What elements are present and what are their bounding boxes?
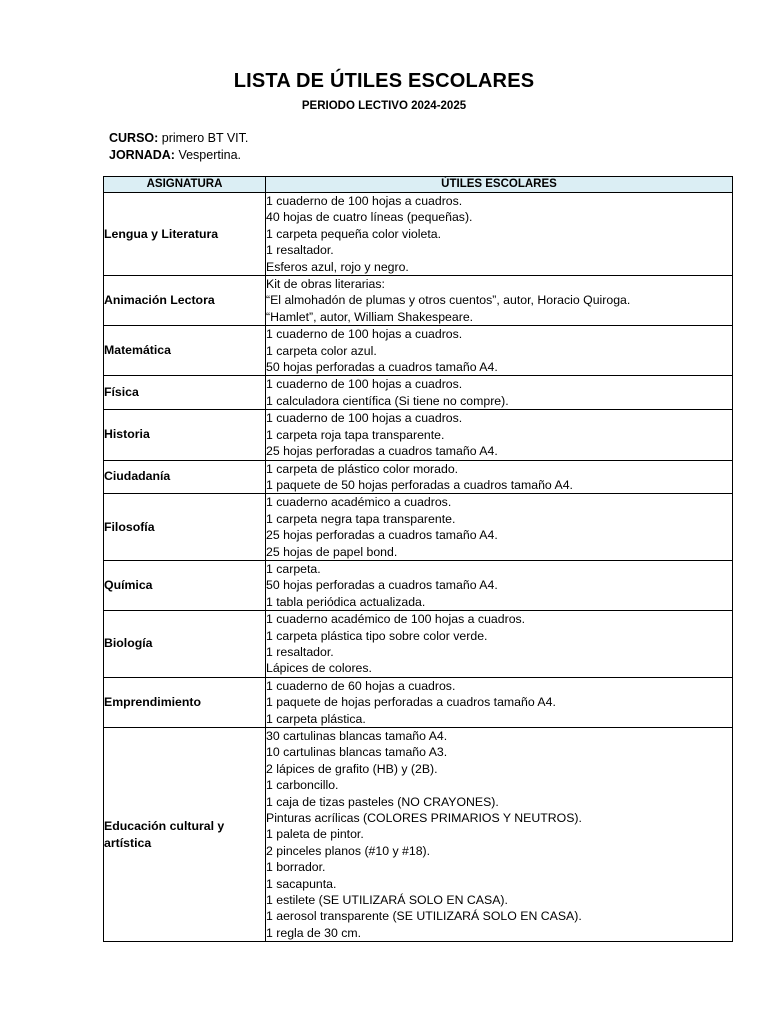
- supply-item: 30 cartulinas blancas tamaño A4.: [266, 729, 448, 743]
- supplies-cell: [266, 376, 733, 410]
- supply-item: 1 paquete de hojas perforadas a cuadros tamaño A4.: [266, 695, 556, 710]
- shift-value: Vespertina.: [174, 148, 241, 162]
- subject-cell: Emprendimiento: [104, 677, 266, 727]
- supplies-cell: [266, 560, 733, 610]
- shift-info: [109, 147, 241, 163]
- supply-item: Lápices de colores.: [266, 661, 372, 676]
- supply-item: 1 calculadora científica (Si tiene no compre).: [266, 393, 509, 408]
- supply-item: 1 cuaderno de 100 hojas a cuadros.: [266, 377, 463, 392]
- supply-item: 1 carpeta plástica.: [266, 711, 366, 726]
- table-row: [104, 193, 733, 276]
- table-row: [104, 276, 733, 326]
- supply-item: 1 regla de 30 cm.: [266, 925, 362, 940]
- supply-item: 1 carpeta plástica tipo sobre color verde.: [266, 628, 488, 643]
- supplies-cell: [266, 611, 733, 678]
- supply-item: Kit de obras literarias:: [266, 277, 385, 292]
- subject-cell: Física: [104, 376, 266, 410]
- supply-item: 25 hojas perforadas a cuadros tamaño A4.: [266, 444, 498, 459]
- course-label: CURSO:: [109, 131, 159, 145]
- supply-item: 50 hojas perforadas a cuadros tamaño A4.: [266, 360, 498, 375]
- supply-item: 1 carpeta color azul.: [266, 343, 377, 358]
- document-subtitle: PERIODO LECTIVO 2024-2025: [301, 100, 467, 112]
- supply-item: 1 carpeta de plástico color morado.: [266, 461, 459, 476]
- subject-cell: Ciudadanía: [104, 460, 266, 494]
- subject-cell: Animación Lectora: [104, 276, 266, 326]
- course-value: primero BT VIT.: [158, 131, 249, 145]
- table-row: [104, 677, 733, 727]
- subject-cell: Lengua y Literatura: [104, 193, 266, 276]
- table-header-row: [104, 177, 733, 193]
- document-title: LISTA DE ÚTILES ESCOLARES: [233, 70, 535, 92]
- supplies-cell: [266, 410, 733, 460]
- subject-cell: Educación cultural y artística: [104, 728, 266, 942]
- supply-item: Esferos azul, rojo y negro.: [266, 259, 409, 274]
- shift-label: JORNADA:: [109, 148, 175, 162]
- subject-cell: Biología: [104, 611, 266, 678]
- supply-item: 1 aerosol transparente (SE UTILIZARÁ SOLO EN CASA).: [266, 909, 582, 924]
- supply-item: 1 caja de tizas pasteles (NO CRAYONES).: [266, 794, 499, 809]
- table-row: [104, 326, 733, 376]
- supply-item: 2 lápices de grafito (HB) y (2B).: [266, 761, 438, 776]
- column-header-supplies: ÚTILES ESCOLARES: [266, 177, 733, 193]
- supplies-cell: [266, 326, 733, 376]
- supply-item: “El almohadón de plumas y otros cuentos”, autor, Horacio Quiroga.: [266, 293, 631, 308]
- table-row: [104, 494, 733, 561]
- supply-item: 1 estilete (SE UTILIZARÁ SOLO EN CASA).: [266, 893, 508, 908]
- supplies-cell: [266, 276, 733, 326]
- supplies-cell: [266, 728, 733, 942]
- supply-item: 1 cuaderno académico a cuadros.: [266, 495, 452, 510]
- subject-cell: Filosofía: [104, 494, 266, 561]
- supply-item: 1 cuaderno de 100 hojas a cuadros.: [266, 411, 463, 426]
- supply-item: 1 resaltador.: [266, 644, 334, 659]
- subject-cell: Química: [104, 560, 266, 610]
- table-row: [104, 728, 733, 942]
- column-header-subject: ASIGNATURA: [104, 177, 266, 193]
- supplies-table: [103, 176, 733, 942]
- supply-item: 50 hojas perforadas a cuadros tamaño A4.: [266, 578, 498, 593]
- supply-item: 1 borrador.: [266, 860, 326, 875]
- table-row: [104, 560, 733, 610]
- supply-item: 1 cuaderno de 100 hojas a cuadros.: [266, 327, 463, 342]
- supply-item: 1 sacapunta.: [266, 876, 337, 891]
- supply-item: 40 hojas de cuatro líneas (pequeñas).: [266, 210, 473, 225]
- subject-cell: Historia: [104, 410, 266, 460]
- table-row: [104, 460, 733, 494]
- supply-item: 1 paquete de 50 hojas perforadas a cuadros tamaño A4.: [266, 477, 573, 492]
- supply-item: 10 cartulinas blancas tamaño A3.: [266, 745, 448, 760]
- supply-item: 1 paleta de pintor.: [266, 827, 364, 842]
- supply-item: 1 carpeta roja tapa transparente.: [266, 427, 445, 442]
- supply-item: 1 cuaderno de 60 hojas a cuadros.: [266, 678, 456, 693]
- supply-item: 1 tabla periódica actualizada.: [266, 594, 426, 609]
- subject-cell: Matemática: [104, 326, 266, 376]
- supply-item: “Hamlet”, autor, William Shakespeare.: [266, 309, 474, 324]
- supply-item: 1 carpeta pequeña color violeta.: [266, 226, 442, 241]
- supply-item: 25 hojas perforadas a cuadros tamaño A4.: [266, 528, 498, 543]
- table-row: [104, 611, 733, 678]
- supply-item: 1 carpeta negra tapa transparente.: [266, 511, 456, 526]
- supply-item: 1 carboncillo.: [266, 778, 339, 793]
- supply-item: 1 resaltador.: [266, 243, 334, 258]
- supply-item: 2 pinceles planos (#10 y #18).: [266, 843, 431, 858]
- course-info: [109, 130, 248, 146]
- supplies-cell: [266, 193, 733, 276]
- supply-item: 25 hojas de papel bond.: [266, 544, 398, 559]
- supply-item: 1 carpeta.: [266, 561, 321, 576]
- supplies-cell: [266, 494, 733, 561]
- table-body: [104, 193, 733, 942]
- table-row: [104, 376, 733, 410]
- supply-item: 1 cuaderno académico de 100 hojas a cuadros.: [266, 612, 526, 627]
- supplies-cell: [266, 677, 733, 727]
- table-row: [104, 410, 733, 460]
- supplies-cell: [266, 460, 733, 494]
- supply-item: Pinturas acrílicas (COLORES PRIMARIOS Y NEUTROS).: [266, 811, 582, 826]
- supply-item: 1 cuaderno de 100 hojas a cuadros.: [266, 194, 463, 208]
